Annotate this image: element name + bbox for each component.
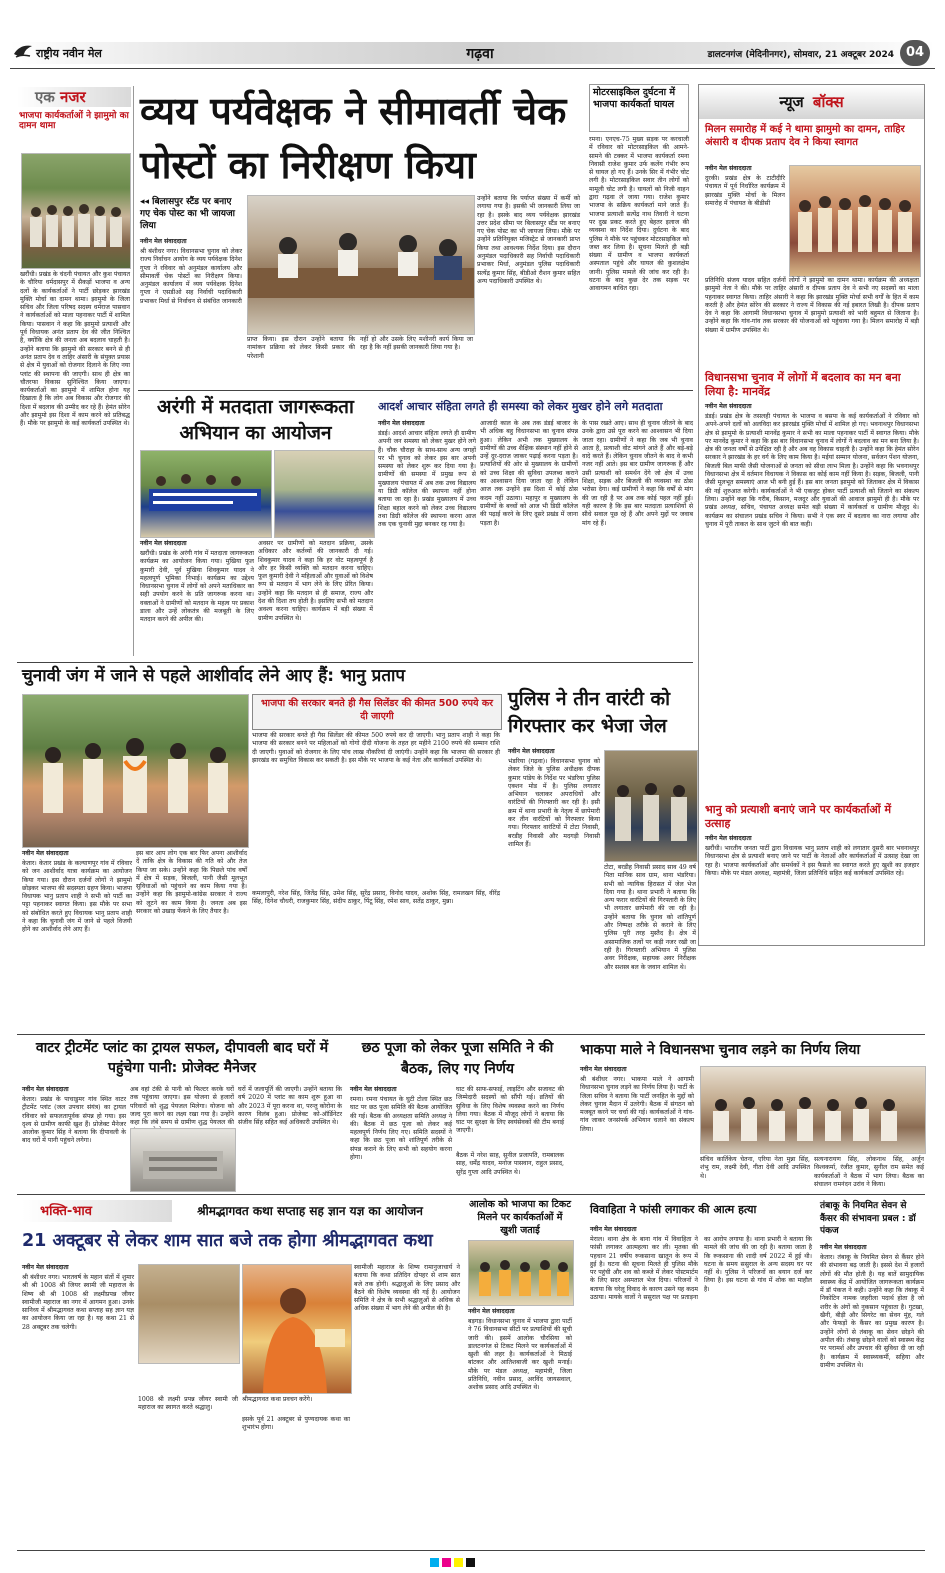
s12-byline: नवीन मेल संवाददाता [580,1066,627,1073]
s12-body2: सत्यनारायण सिंह, लोकनाथ सिंह, अर्जुन विश्वकर्मा, रंजीत कुमार, सुनील राम समेत कई कार्यकर्ताओं ने बैठक में भाग लिया। बैठक का संचालन रामनंदन उरांव ने किया। [814,1156,924,1188]
s14-byline: नवीन मेल संवाददाता [468,1308,515,1315]
s13-caption-1: 1008 श्री लक्ष्मी प्रपन्न जीयर स्वामी जी महाराज का स्वागत करते श्रद्धालु। [138,1396,238,1412]
s7-body: खरौंधी। भारतीय जनता पार्टी द्वारा विधायक भानु प्रताप शाही को लगातार दूसरी बार भवनाथपुर विधानसभा क्षेत्र से प्रत्याशी बनाए जाने पर पार्टी के नेताओं और कार्यकर्ताओं में उत्साह देखा जा रहा है। भाजपा कार्यकर्ताओं और समर्थकों ने इस फैसले का स्वागत करते हुए खुशी का इजहार किया। मौके पर मंडल अध्यक्ष, महामंत्री, जिला प्रतिनिधि सहित कई कार्यकर्ता उपस्थित रहे। [705,845,919,877]
news-box [698,84,925,946]
saint-photo-icon [243,1265,351,1393]
s1-kicker [140,196,242,232]
double-chevron-icon: ◂◂ [140,197,153,207]
s7-headline: भानु को प्रत्याशी बनाएं जाने पर कार्यकर्ताओं में उत्साह [705,803,892,830]
s8-col4: कमलापुरी, नरेश सिंह, जितेंद्र सिंह, उमेश सिंह, सुरेंद्र प्रसाद, विनोद यादव, अशोक सिंह, रामलखन सिंह, वीरेंद्र सिंह, दिनेश चौधरी, राजकुमार सिंह, संदीप ठाकुर, पिंटू सिंह, रमेश साव, सतेंद्र ठाकुर, मुन्ना। [252,890,500,906]
bird-logo-icon [12,42,34,62]
s11-col3: बैठक में नरेश साह, सुनील प्रजापति, रामबालक साह, धर्मेंद्र यादव, मनोज पासवान, राहुल प्रसाद, सुरेंद्र गुप्ता आदि उपस्थित थे। [456,1152,564,1176]
s12-body: श्री बंशीधर नगर। भाकपा माले ने आगामी विधानसभा चुनाव लड़ने का निर्णय लिया है। पार्टी के जिला सचिव ने बताया कि पार्टी जनहित के मुद्दों को लेकर चुनाव मैदान में उतरेगी। बैठक में संगठन को मजबूत करने पर चर्चा की गई। कार्यकर्ताओं ने गांव-गांव जाकर जनसंपर्क अभियान चलाने का संकल्प लिया। [580,1076,694,1133]
s16-headline: तंबाकू के नियमित सेवन से कैंसर की संभावना प्रबल : डॉ पंकज [820,1201,916,1236]
row3-top-rule [17,1034,925,1035]
s11-col1: रमना। रमना पंचायत के घुटी टोला स्थित छठ घाट पर छठ पूजा समिति की बैठक आयोजित की गई। बैठक की अध्यक्षता समिति अध्यक्ष ने की। बैठक में छठ पूजा को लेकर कई महत्वपूर्ण निर्णय लिए गए। समिति सदस्यों ने कहा कि छठ पूजा को शांतिपूर्ण तरीके से संपन्न कराने के लिए सभी को सहयोग करना होगा। [350,1096,452,1162]
s8-col3: भाजपा की सरकार बनते ही गैस सिलेंडर की कीमत 500 रुपये कर दी जाएगी। भानु प्रताप शाही ने कहा कि भाजपा की सरकार बनने पर महिलाओं को गोगो दीदी योजना के तहत हर महीने 2100 रुपये की सम्मान राशि दी जाएगी। युवाओं को रोजगार के लिए पांच लाख नौकरियां दी जाएंगी। उन्होंने कहा कि भाजपा की सरकार ही झारखंड का समुचित विकास कर सकती है। इस मौके पर भाजपा के कई नेता और कार्यकर्ता उपस्थित थे। [252,732,500,764]
s10-col3: घरों में जलापूर्ति की जाएगी। उन्होंने बताया कि वर्ष 2020 में प्लांट का काम शुरू हुआ था और 2023 में पूरा करना था, परन्तु कोरोना के कारण विलंब हुआ। प्रोजेक्ट को-ऑर्डिनेटर संजीव सिंह सहित कई अधिकारी उपस्थित थे। [238,1086,342,1127]
yellow-swatch [454,1558,463,1567]
s13-caption-3: इसके पूर्व 21 अक्टूबर से पुण्यदायक कथा का शुभारंभ होगा। [242,1416,350,1432]
party-meeting-photo-icon [701,1067,925,1153]
s5-photo [789,165,921,277]
s5-headline: मिलन समारोह में कई ने थामा झामुमो का दामन, ताहिर अंसारी व दीपक प्रताप देव ने किया स्वागत [705,124,905,148]
s9-headline: पुलिस ने तीन वारंटी को गिरफ्तार कर भेजा जेल [508,688,671,737]
s7-byline: नवीन मेल संवाददाता [705,835,752,842]
s13-kicker-headline: श्रीमद्भागवत कथा सप्ताह सह ज्ञान यज्ञ का आयोजन [197,1204,423,1218]
s8-byline: नवीन मेल संवाददाता [22,850,69,857]
s8b-box [252,694,502,730]
magenta-swatch [442,1558,451,1567]
s16-box [818,1198,926,1546]
s1-col2: प्राप्त किया। इस दौरान उन्होंने बताया कि नामांकन प्रक्रिया को लेकर किसी प्रकार की परेशानी [247,336,355,360]
main-headline: व्यय पर्यवेक्षक ने सीमावर्ती चेक पोस्टों का निरीक्षण किया [140,89,567,187]
ek-nazar-body: खरौंधी। प्रखंड के चंदनी पंचायत और कुश पंचायत के चौरिया धर्मदासपुर में सैकड़ों भाजपा व अन्य दलों के कार्यकर्ताओं ने पार्टी छोड़कर झारखंड मुक्ति मोर्चा का दामन थामा। झामुमो के जिला सचिव और जिला परिषद सदस्य धर्मराज पासवान ने कार्यकर्ताओं को माला पहनाकर पार्टी में शामिल किया। पासवान ने कहा कि झामुमो प्रत्याशी और पूर्व विधायक अनंत प्रताप देव की जीत निश्चित है, क्योंकि क्षेत्र की जनता अब बदलाव चाहती है। उन्होंने बताया कि झामुमो की सरकार बनने से ही अनंत प्रताप देव व ताहिर अंसारी के संयुक्त प्रयास से क्षेत्र में युवाओं को रोजगार दिलाने के लिए नया प्लांट की स्थापना की जाएगी। साथ ही क्षेत्र का चौतरफा विकास सुनिश्चित किया जाएगा। कार्यकर्ताओं का झामुमो में शामिल होना यह दिखाता है कि लोग अब विकास और रोजगार की दिशा में बदलाव की उम्मीद कर रहे हैं। हेमंत सोरेन और झामुमो इस दिशा में काम करने को प्रतिबद्ध हैं। मौके पर झामुमो के कई कार्यकर्ता उपस्थित थे। [20,271,130,428]
s9-col2: टोटा, बरडीह निवासी प्रसाद साव 49 वर्ष पिता मानिक साव ग्राम, थाना भंडरिया। सभी को न्यायिक हिरासत में जेल भेज दिया गया है। थाना प्रभारी ने बताया कि अन्य फरार वारंटियों की गिरफ्तारी के लिए भी लगातार छापेमारी की जा रही है। उन्होंने बताया कि चुनाव को शांतिपूर्ण और निष्पक्ष तरीके से कराने के लिए पुलिस पूरी तरह मुस्तैद है। क्षेत्र में असामाजिक तत्वों पर कड़ी नजर रखी जा रही है। गिरफ्तारी अभियान में पुलिस अवर निरीक्षक, सहायक अवर निरीक्षक और सशस्त्र बल के जवान शामिल थे। [604,864,696,971]
s5-byline: नवीन मेल संवाददाता [705,165,752,172]
s15-byline: नवीन मेल संवाददाता [590,1226,637,1233]
s4-col4: के पास रखते आए। साथ ही चुनाव जीतने के बाद उनके द्वारा उसे पूरा करने का आश्वासन भी दिया जाता रहा। ग्रामीणों ने कहा कि जब भी चुनाव आता है, प्रत्याशी वोट मांगने आते हैं और बड़े-बड़े वादे करते हैं। लेकिन चुनाव जीतने के बाद वे कभी नजर नहीं आते। इस बार ग्रामीण जागरूक हैं और उसी प्रत्याशी को समर्थन देंगे जो क्षेत्र में उच्च शिक्षा, सड़क और बिजली की व्यवस्था का ठोस भरोसा देगा। कई ग्रामीणों ने कहा कि वर्षों से मांग की जा रही है पर अब तक कोई पहल नहीं हुई। यही कारण है कि इस बार मतदाता प्रत्याशियों से सीधे सवाल पूछ रहे हैं और अपने मुद्दों पर जवाब मांग रहे हैं। [582,420,693,527]
bhakti-bhav-text: भक्ति-भाव [40,1204,93,1219]
s13-headline: 21 अक्टूबर से लेकर शाम सात बजे तक होगा श्रीमद्भागवत कथा [22,1231,433,1251]
s6-body: डंडई। प्रखंड क्षेत्र के तसलही पंचायत के भाजपा व बसपा के कई कार्यकर्ताओं ने रविवार को अपने-अपने दलों को अलविदा कर झारखंड मुक्ति मोर्चा में शामिल हो गए। भवनाथपुर विधानसभा क्षेत्र से झामुमो के प्रत्याशी मानवेंद्र कुमार ने सभी का माला पहनाकर पार्टी में स्वागत किया। मौके पर मानवेंद्र कुमार ने कहा कि इस बार विधानसभा चुनाव में लोगों ने बदलाव का मन बना लिया है। क्षेत्र की जनता वर्षों से उपेक्षित रही है और अब वह विकास चाहती है। उन्होंने कहा कि हेमंत सोरेन सरकार ने झारखंड के हर वर्ग के लिए काम किया है। मईयां सम्मान योजना, सर्वजन पेंशन योजना, बिजली बिल माफी जैसी योजनाओं से जनता को सीधा लाभ मिला है। उन्होंने कहा कि भवनाथपुर विधानसभा क्षेत्र में वर्तमान विधायक ने विकास का कोई काम नहीं किया है। सड़क, बिजली, पानी जैसी मूलभूत समस्याएं आज भी बनी हुई हैं। इस बार जनता झामुमो को जिताकर क्षेत्र में विकास की नई शुरुआत करेगी। कार्यकर्ताओं ने भी एकजुट होकर पार्टी प्रत्याशी को जिताने का संकल्प लिया। उन्होंने कहा कि गरीब, किसान, मजदूर और युवाओं की आवाज झामुमो ही है। मौके पर प्रखंड अध्यक्ष, सचिव, पंचायत अध्यक्ष समेत बड़ी संख्या में कार्यकर्ता व ग्रामीण मौजूद थे। कार्यक्रम का संचालन प्रखंड सचिव ने किया। सभी ने एक स्वर में बदलाव का नारा लगाया और चुनाव में पूरी ताकत के साथ जुटने की बात कही। [705,413,919,528]
s13-photo-1 [138,1264,240,1364]
s11-headline: छठ पूजा को लेकर पूजा समिति ने की बैठक, लिए गए निर्णय [361,1040,554,1077]
dateline: डालटनगंज (मेदिनीनगर), सोमवार, 21 अक्टूबर 2024 [707,50,894,60]
s16-byline: नवीन मेल संवाददाता [820,1244,867,1251]
s11-byline: नवीन मेल संवाददाता [350,1086,397,1093]
s14-photo [468,1240,574,1306]
s3-byline: नवीन मेल संवाददाता [140,540,187,547]
s1-col1: श्री बंशीधर नगर। विधानसभा चुनाव को लेकर राज्य निर्वाचन आयोग के व्यय पर्यवेक्षक दिनेश गुप्ता ने रविवार को अनुमंडल कार्यालय और सीमावर्ती चेक पोस्टों का निरीक्षण किया। अनुमंडल कार्यालय में व्यय पर्यवेक्षक दिनेश गुप्ता ने एसडीओ सह निर्वाची पदाधिकारी प्रभाकर मिर्धा से निर्वाचन से संबंधित जानकारी [140,248,242,305]
s3-col1: खरौंधी। प्रखंड के अरंगी गांव में मतदाता जागरूकता कार्यक्रम का आयोजन किया गया। मुखिया फूल कुमारी देवी, पूर्व मुखिया शिवकुमार यादव ने महत्वपूर्ण भूमिका निभाई। कार्यक्रम का उद्देश्य विधानसभा चुनाव में लोगों को अपने मताधिकार का सही उपयोग करने के प्रति जागरूक करना था। वक्ताओं ने ग्रामीणों को मतदान के महत्व पर प्रकाश डाला और उन्हें लोकतंत्र की मजबूती के लिए मतदान करने की अपील की। [140,550,254,624]
masthead [10,38,935,68]
s13-caption-2: श्रीमद्भागवत कथा प्रवचन करेंगे। [242,1396,313,1403]
s1-byline: नवीन मेल संवाददाता [140,238,187,245]
cyan-swatch [430,1558,439,1567]
banner-photo-icon [141,451,271,537]
ek-nazar-column [17,87,131,659]
s10-photo [130,1128,236,1192]
left-column-rule [133,86,134,656]
s8-photo [22,694,249,848]
meeting-photo-icon [248,196,474,334]
s13-photo-2 [242,1264,352,1394]
ek-nazar-headline: भाजपा कार्यकर्ताओं ने झामुमो का दामन थामा [19,111,129,132]
section-name: गढ़वा [466,46,494,62]
s15-headline: विवाहिता ने फांसी लगाकर की आत्म हत्या [590,1203,757,1216]
group-photo-icon [22,154,130,268]
s3-top-rule [138,390,693,391]
news-box-title [699,85,924,119]
news-box-title-b: बॉक्स [812,93,844,111]
s14-body: बड़गड़। विधानसभा चुनाव में भाजपा द्वारा पार्टी ने 76 विधानसभा सीटों पर प्रत्याशियों की सूची जारी की। इसमें आलोक चौरसिया को डालटनगंज से टिकट मिलने पर कार्यकर्ताओं में खुशी की लहर है। कार्यकर्ताओं ने मिठाई बांटकर और आतिशबाजी कर खुशी मनाई। मौके पर मंडल अध्यक्ष, महामंत्री, जिला प्रतिनिधि, नवीन प्रसाद, अरविंद जायसवाल, अशोक प्रसाद आदि उपस्थित थे। [468,1318,572,1392]
ek-nazar-photo [21,153,131,269]
s14-headline: आलोक को भाजपा का टिकट मिलने पर कार्यकर्ताओं में खुशी जताई [468,1199,572,1236]
s8-col2: इस बार आप लोग एक बार फिर अपना आशीर्वाद दें ताकि क्षेत्र के विकास की गति को और तेज किया जा सके। उन्होंने कहा कि पिछले पांच वर्षों में क्षेत्र में सड़क, बिजली, पानी जैसी मूलभूत सुविधाओं को पहुंचाने का काम किया गया है। उन्होंने कहा कि झामुमो-कांग्रेस सरकार ने राज्य को लूटने का काम किया है। जनता अब इस सरकार को उखाड़ फेंकने के लिए तैयार है। [136,850,247,916]
ek-nazar-title-b: नजर [60,88,86,106]
s8-headline: चुनावी जंग में जाने से पहले आशीर्वाद लेने आए हैं: भानु प्रताप [22,666,406,686]
s2-body: रमना। एनएच-75 मुख्य सड़क पर करचाली में रविवार को मोटरसाइकिल की आमने-सामने की टक्कर में भाजपा कार्यकर्ता रमना निवासी राजेश कुमार उर्फ कलेंग गंभीर रूप से घायल हो गए हैं। उनके सिर में गंभीर चोट लगी है। मोटरसाइकिल सवार तीन लोगों को मामूली चोट लगी है। घायलों को निजी वाहन द्वारा गढ़वा ले जाया गया। राजेश कुमार भाजपा के सक्रिय कार्यकर्ता माने जाते हैं। भाजपा प्रत्याशी सत्येंद्र नाथ तिवारी ने घटना पर दुख प्रकट करते हुए बेहतर इलाज की व्यवस्था का निर्देश दिया। दुर्घटना के बाद पुलिस ने मौके पर पहुंचकर मोटरसाइकिल को जब्त कर लिया है। सूचना मिलते ही बड़ी संख्या में ग्रामीण व भाजपा कार्यकर्ता अस्पताल पहुंचे और घायल की कुशलक्षेम जानी। पुलिस मामले की जांच कर रही है। घटना के बाद कुछ देर तक सड़क पर आवागमन बाधित रहा। [589,136,689,293]
s15-body: मेराल। थाना क्षेत्र के बाना गांव में विवाहिता ने फांसी लगाकर आत्महत्या कर ली। मृतका की पहचान 21 वर्षीय रूकसाना खातून के रूप में हुई है। घटना की सूचना मिलते ही पुलिस मौके पर पहुंची और शव को कब्जे में लेकर पोस्टमार्टम के लिए सदर अस्पताल भेज दिया। परिजनों ने बताया कि घरेलू विवाद के कारण उसने यह कदम उठाया। मायके वालों ने ससुराल पक्ष पर प्रताड़ना का आरोप लगाया है। थाना प्रभारी ने बताया कि मामले की जांच की जा रही है। बताया जाता है कि रूकसाना की शादी वर्ष 2022 में हुई थी। घटना के समय ससुराल के अन्य सदस्य घर पर नहीं थे। पुलिस ने परिजनों का बयान दर्ज कर लिया है। इस घटना से गांव में शोक का माहौल है। [590,1236,812,1302]
s5-body1: दुरकी। प्रखंड क्षेत्र के टाटीदीरि पंचायत में पूर्व निर्धारित कार्यक्रम में झारखंड मुक्ति मोर्चा के मिलन समारोह में पंचायत के बीडीसी [705,175,785,207]
s6-headline: विधानसभा चुनाव में लोगों में बदलाव का मन बना लिया है: मानवेंद्र [705,371,901,398]
footer-rule [17,1550,925,1551]
masthead-logo: राष्ट्रीय नवीन मेल [36,47,102,60]
s2-headline: मोटरसाइकिल दुर्घटना में भाजपा कार्यकर्ता घायल [589,84,689,132]
s1-col4: उन्होंने बताया कि पर्याप्त संख्या में कर्मी को लगाया गया है। इसकी भी जानकारी लिया जा रहा है। इसके बाद व्यय पर्यवेक्षक झारखंड उत्तर प्रदेश सीमा पर बिलासपुर स्टैंड पर बनाए गए चेक पोस्ट का भी जायजा लिया। मौके पर उन्होंने प्रतिनियुक्त मजिस्ट्रेट से जानकारी प्राप्त किया तथा आवश्यक निर्देश दिया। इस दौरान अनुमंडल पदाधिकारी सह निर्वाची पदाधिकारी प्रभाकर मिर्धा, अनुमंडल पुलिस पदाधिकारी सत्येंद्र कुमार सिंह, बीडीओ रौशन कुमार सहित अन्य पदाधिकारी उपस्थित थे। [477,195,580,285]
ek-nazar-title [17,87,131,107]
s1-kicker-text: बिलासपुर स्टैंड पर बनाए गए चेक पोस्ट का भी जायजा लिया [140,197,235,231]
s9-col1: भंडरिया (गढ़वा)। विधानसभा चुनाव को लेकर जिले के पुलिस अधीक्षक दीपक कुमार पांडेय के निर्देश पर भंडरिया पुलिस एक्शन मोड में है। पुलिस लगातार अभियान चलाकर अपराधियों और वारंटियों की गिरफ्तारी कर रही है। इसी क्रम में थाना प्रभारी के नेतृत्व में छापेमारी कर तीन वारंटियों को गिरफ्तार किया गया। गिरफ्तार वारंटियों में टोटा निवासी, बरडीह निवासी और मदगड़ी निवासी शामिल हैं। [508,758,600,848]
s3-col2: अवसर पर ग्रामीणों को मतदान प्रक्रिया, उसके अधिकार और कर्तव्यों की जानकारी दी गई। शिवकुमार यादव ने कहा कि हर वोट महत्वपूर्ण है और हर किसी व्यक्ति को मतदान करना चाहिए। फूल कुमारी देवी ने महिलाओं और युवाओं को विशेष रूप से मतदान में भाग लेने के लिए प्रेरित किया। उन्होंने कहा कि मतदान से ही समाज, राज्य और देश की दिशा तय होती है। इसलिए सभी को मतदान अवश्य करना चाहिए। कार्यक्रम में बड़ी संख्या में ग्रामीण उपस्थित थे। [258,540,373,622]
s12-headline: भाकपा माले ने विधानसभा चुनाव लड़ने का निर्णय लिया [580,1042,861,1058]
water-plant-photo-icon [131,1129,235,1191]
s5-body2: प्रतिनिधि संजय यादव सहित दर्जनों लोगों ने झामुमो का दामन थामा। कार्यक्रम की अध्यक्षता झामुमो नेता ने की। मौके पर ताहिर अंसारी व दीपक प्रताप देव ने सभी नए सदस्यों का माला पहनाकर स्वागत किया। ताहिर अंसारी ने कहा कि झारखंड मुक्ति मोर्चा सभी वर्गों के हित में काम करती है और हेमंत सोरेन की सरकार ने राज्य में विकास की नई इबारत लिखी है। दीपक प्रताप देव ने कहा कि आगामी विधानसभा चुनाव में झामुमो प्रत्याशी को भारी बहुमत से जिताना है। उन्होंने कहा कि गांव-गांव तक सरकार की योजनाओं को पहुंचाया गया है। मिलन समारोह में बड़ी संख्या में ग्रामीण उपस्थित थे। [705,277,919,334]
s6-byline: नवीन मेल संवाददाता [705,403,752,410]
s8b-headline: भाजपा की सरकार बनते ही गैस सिलेंडर की कीमत 500 रुपये कर दी जाएगी [260,698,494,722]
s8-top-rule [17,662,693,663]
arrest-photo-icon [605,751,697,861]
crowd-photo-icon [790,166,920,276]
color-registration-strip [430,1552,520,1564]
s8-col1: केतार। केतार प्रखंड के कल्याणपुर गांव में रविवार को जन आशीर्वाद यात्रा कार्यक्रम का आयोजन किया गया। इस दौरान दर्जनों लोगों ने झामुमो छोड़कर भाजपा की सदस्यता ग्रहण किया। भाजपा विधायक भानु प्रताप शाही ने सभी को पार्टी का पट्टा पहनाकर स्वागत किया। इस मौके पर सभा को संबोधित करते हुए विधायक भानु प्रताप शाही ने कहा कि चुनावी जंग में जाने से पहले विजयी होने का आशीर्वाद लेने आए हैं। [22,860,132,934]
row4-top-rule [17,1194,925,1195]
ek-nazar-title-a: एक [35,88,61,106]
s4-headline: आदर्श आचार संहिता लगते ही समस्या को लेकर मुखर होने लगे मतदाता [378,400,663,413]
s9-byline: नवीन मेल संवाददाता [508,748,555,755]
s10-headline: वाटर ट्रीटमेंट प्लांट का ट्रायल सफल, दीपावली बाद घरों में पहुंचेगा पानी: प्रोजेक्ट मैनेजर [35,1040,329,1076]
s13-col2: स्वामीजी महाराज के शिष्य रामानुजाचार्य ने बताया कि कथा प्रतिदिन दोपहर से शाम सात बजे तक होगी। श्रद्धालुओं के लिए प्रसाद और बैठने की विशेष व्यवस्था की गई है। आयोजन समिति ने क्षेत्र के सभी श्रद्धालुओं से अधिक से अधिक संख्या में भाग लेने की अपील की है। [354,1264,460,1313]
s16-body: केतार। तंबाकू के नियमित सेवन से कैंसर होने की संभावना बढ़ जाती है। इससे देश में हजारों लोगों की मौत होती है। यह बातें सामुदायिक स्वास्थ्य केंद्र में आयोजित जागरूकता कार्यक्रम में डॉ पंकज ने कही। उन्होंने कहा कि तंबाकू में निकोटिन नामक जहरीला पदार्थ होता है जो शरीर के अंगों को नुकसान पहुंचाता है। गुटखा, खैनी, बीड़ी और सिगरेट का सेवन मुंह, गले और फेफड़ों के कैंसर का प्रमुख कारण है। उन्होंने लोगों से तंबाकू का सेवन छोड़ने की अपील की। तंबाकू छोड़ने वालों को स्वास्थ्य केंद्र पर परामर्श और उपचार की सुविधा दी जा रही है। कार्यक्रम में स्वास्थ्यकर्मी, सहिया और ग्रामीण उपस्थित थे। [820,1254,924,1369]
s10-col2: अब वहां टंकी से पानी को फिल्टर करके घरों तक पहुंचाया जाएगा। इस योजना से हजारों परिवारों को शुद्ध पेयजल मिलेगा। योजना को जल्द पूरा करने का लक्ष्य रखा गया है। उन्होंने कहा कि लंबे समय से ग्रामीण शुद्ध पेयजल की [130,1086,234,1127]
s12-photo [700,1066,926,1154]
s12-caption: संचिव कार्तिकेय चेतना, एरिया नेता मुन्ना सिंह, शंभु राम, लक्ष्मी देवी, गीता देवी आदि उपस्थित थे। [700,1156,810,1180]
s2-box [585,84,693,390]
s3-photo-2 [274,450,375,538]
s4-col1: डंडई। आदर्श आचार संहिता लगते ही ग्रामीण अपनी जन समस्या को लेकर मुखर होने लगे हैं। चौक चौराहा के साथ-साथ अन्य जगहों पर भी चुनाव को लेकर इस बार अपनी समस्या को लेकर शुरू कर दिया गया है। ग्रामीणों की समस्या में प्रमुख रूप से मुख्यालय पंचायत में अब तक उच्च विद्यालय या डिग्री कॉलेज की स्थापना नहीं होना बताया जा रहा है। प्रखंड मुख्यालय में उच्च शिक्षा बहाल करने को लेकर उच्च विद्यालय तथा डिग्री कॉलेज की स्थापना करना आज तक एक चुनावी मुद्दा बनकर रह गया है। [378,430,476,529]
s13-col1: श्री बंशीधर नगर। भारतवर्ष के महान संतों में शुमार श्री श्री 1008 श्री जियर स्वामी जी महाराज के शिष्य श्री श्री 1008 श्री लक्ष्मीप्रपन्न जीयर स्वामीजी महाराज का नगर में आगमन हुआ। उनके सानिध्य में श्रीमद्भागवत कथा सप्ताह सह ज्ञान यज्ञ का आयोजन किया जा रहा है। यह कथा 21 से 28 अक्टूबर तक चलेगी। [22,1274,134,1331]
s1-photo [247,195,475,335]
bhakti-bhav-label [22,1200,172,1222]
s10-col1: केतार। प्रखंड के पाचाडुमर गांव स्थित वाटर ट्रीटमेंट प्लांट (जल उपचार संयंत्र) का ट्रायल रविवार को सफलतापूर्वक संपन्न हो गया। इस दृश्य से ग्रामीण काफी खुश हैं। प्रोजेक्ट मैनेजर आलोक कुमार सिंह ने बताया कि दीपावली के बाद घरों में पानी पहुंचने लगेगा। [22,1096,126,1145]
garland-photo-icon [23,695,248,847]
s13-byline: नवीन मेल संवाददाता [22,1264,69,1271]
s9-photo [604,750,698,862]
page-number: 04 [900,40,930,66]
s3-photo [140,450,272,538]
s11-col2: घाट की साफ-सफाई, लाइटिंग और सजावट की जिम्मेदारी सदस्यों को सौंपी गई। व्रतियों की सुविधा के लिए विशेष व्यवस्था करने का निर्णय लिया गया। बैठक में मौजूद लोगों ने बताया कि घाट पर सुरक्षा के लिए स्वयंसेवकों की टीम बनाई जाएगी। [456,1086,564,1135]
s10-byline: नवीन मेल संवाददाता [22,1086,69,1093]
s14-box [466,1198,574,1546]
news-box-title-a: न्यूज [779,93,804,111]
s4-col2: आजादी काल के अब तक डंडई बाजार के भी अधिक बहु विधानसभा का चुनाव संपन्न हुआ। लेकिन अभी तक मुख्यालय के ग्रामीणों की उच्च शैक्षिक संस्थान नहीं होने से उन्हें दूर-दराज जाकर पढ़ाई करना पड़ता है। प्रत्याशियों की ओर से मुख्यालय के ग्रामीणों को उच्च शिक्षा की सुविधा उपलब्ध कराने का आश्वासन दिया जाता रहा है लेकिन आज तक उन्होंने इस दिशा में कोई ठोस कदम नहीं उठाया। महापुर व मुख्यालय के ग्रामीणों के बच्चों को आज भी डिग्री कॉलेज की पढ़ाई करने के लिए दूसरे प्रखंड में जाना पड़ता है। [480,420,578,527]
black-swatch [466,1558,475,1567]
s1-col3: नहीं हो और उसके लिए मशीनरी कार्य किया जा रहा है कि नहीं इसकी जानकारी लिया गया है। [360,336,473,352]
s3-headline: अरंगी में मतदाता जागरूकता अभियान का आयोजन [157,396,354,444]
masthead-rule [10,68,935,69]
celebration-photo-icon [469,1241,573,1305]
s4-byline: नवीन मेल संवाददाता [378,420,425,427]
